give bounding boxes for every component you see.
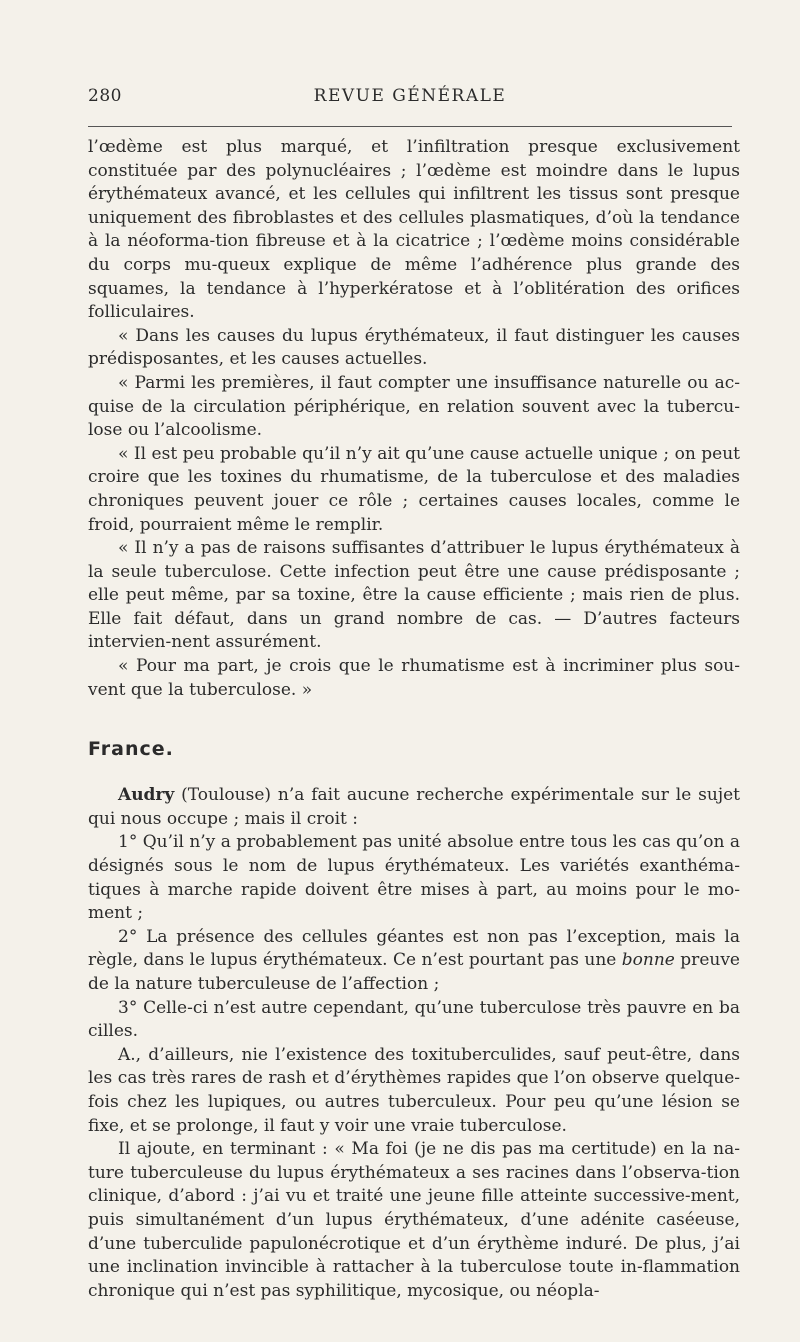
author-name: Audry	[118, 785, 175, 806]
paragraph-intro	[88, 784, 740, 831]
paragraph: « Dans les causes du lupus érythémateux, il faut distinguer les causes prédisposantes, et les causes actuelles.	[88, 325, 740, 370]
section-title: France.	[88, 738, 174, 761]
header-rule	[88, 126, 732, 127]
paragraph: l’œdème est plus marqué, et l’infiltration presque exclusivement constituée par des polynucléaires ; l’œdème est moindre dans le lupus érythémateux avancé, et les cellules qui infiltrent les tissus sont presque uniquement des fibroblastes et des cellules plasmatiques, d’où la tendance à la néoforma-tion fibreuse et à la cicatrice ; l’œdème moins considérable du corps mu-queux explique de même l’adhérence plus grande des squames, la tendance à l’hyperkératose et à l’oblitération des orifices folliculaires.	[88, 137, 740, 323]
list-item: 3° Celle-ci n’est autre cependant, qu’une tuberculose très pauvre en ba cilles.	[88, 997, 740, 1042]
paragraph: « Pour ma part, je crois que le rhumatisme est à incriminer plus sou-vent que la tuberculose. »	[88, 656, 740, 700]
intro-text: (Toulouse) n’a fait aucune recherche expérimentale sur le sujet qui nous occupe ; mais il croit :	[88, 785, 740, 829]
running-head: REVUE GÉNÉRALE	[313, 86, 507, 106]
paragraph: « Il est peu probable qu’il n’y ait qu’une cause actuelle unique ; on peut croire que les toxines du rhumatisme, de la tuberculose et des maladies chroniques peuvent jouer ce rôle ; certaines causes locales, comme le froid, pourraient même le remplir.	[88, 443, 740, 535]
page-number: 280	[88, 86, 122, 106]
paragraph: « Il n’y a pas de raisons suffisantes d’attribuer le lupus érythémateux à la seule tuberculose. Cette infection peut être une cause prédisposante ; elle peut même, par sa toxine, être la cause efficiente ; mais rien de plus. Elle fait défaut, dans un grand nombre de cas. — D’autres facteurs intervien-nent assurément.	[88, 538, 740, 653]
page-body	[88, 136, 740, 1303]
paragraph: « Parmi les premières, il faut compter une insuffisance naturelle ou ac-quise de la circulation périphérique, en relation souvent avec la tubercu-lose ou l’alcoolisme.	[88, 372, 740, 441]
paragraph: A., d’ailleurs, nie l’existence des toxituberculides, sauf peut-être, dans les cas très rares de rash et d’érythèmes rapides que l’on observe quelque-fois chez les lupiques, ou autres tuberculeux. Pour peu qu’une lésion se fixe, et se prolonge, il faut y voir une vraie tuberculose.	[88, 1044, 740, 1136]
page-header	[88, 86, 732, 112]
point2-text-end: preuve de la nature tuberculeuse de l’affection ;	[88, 950, 740, 994]
point2-text: 2° La présence des cellules géantes est non pas l’exception, mais la règle, dans le lupus érythémateux. Ce n’est pourtant pas une	[88, 926, 740, 971]
paragraph: Il ajoute, en terminant : « Ma foi (je ne dis pas ma certitude) en la na-ture tuberculeuse du lupus érythémateux a ses racines dans l’observa-tion clinique, d’abord : j’ai vu et traité une jeune fille atteinte successive-ment, puis simultanément d’un lupus érythémateux, d’une adénite caséeuse, d’une tuberculide papulonécrotique et d’un érythème induré. De plus, j’ai une inclination invincible à rattacher à la tuberculose toute in-flammation chronique qui n’est pas syphilitique, mycosique, ou néopla-	[88, 1139, 740, 1301]
list-item	[88, 926, 740, 997]
emphasis: bonne	[621, 950, 675, 971]
list-item: 1° Qu’il n’y a probablement pas unité absolue entre tous les cas qu’on a désignés sous le nom de lupus érythémateux. Les variétés exanthéma-tiques à marche rapide doivent être mises à part, au moins pour le mo-ment ;	[88, 832, 740, 924]
